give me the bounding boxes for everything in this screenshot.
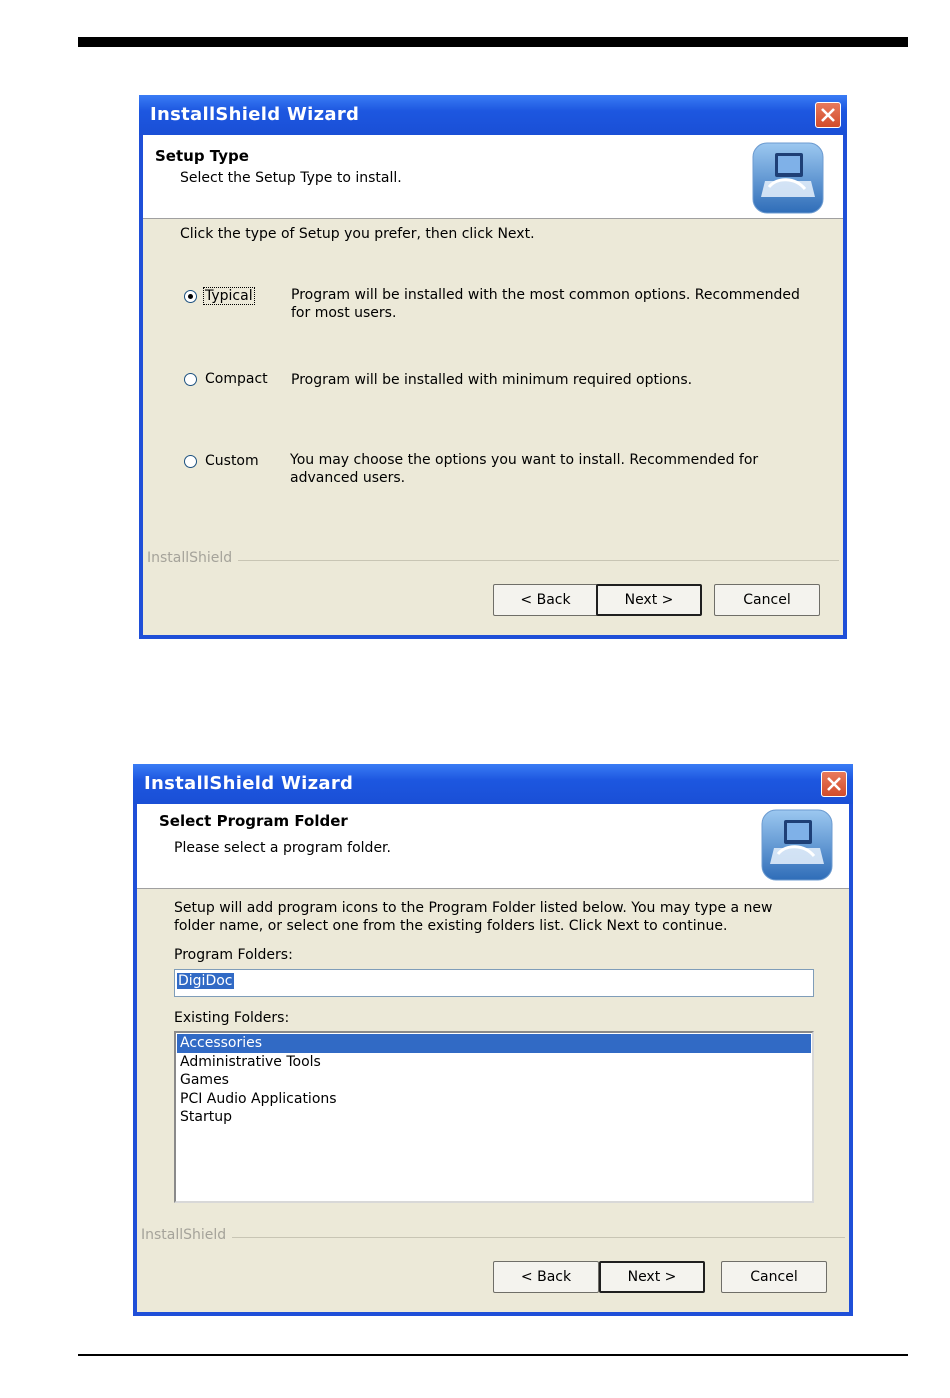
program-folder-input[interactable] xyxy=(174,969,814,997)
next-button[interactable]: Next > xyxy=(596,584,702,616)
custom-label[interactable]: Custom xyxy=(205,453,259,469)
list-item[interactable]: PCI Audio Applications xyxy=(180,1090,337,1107)
dialog-header xyxy=(137,804,849,889)
radio-custom[interactable] xyxy=(184,455,197,468)
list-item[interactable]: Startup xyxy=(180,1109,232,1125)
dialog-client xyxy=(137,804,849,1312)
select-program-folder-dialog xyxy=(133,764,853,1316)
cancel-button[interactable]: Cancel xyxy=(721,1261,827,1293)
page-title: Setup Type xyxy=(155,147,249,165)
existing-folders-label: Existing Folders: xyxy=(174,1010,290,1026)
installer-computer-icon xyxy=(751,141,825,215)
radio-typical[interactable] xyxy=(184,290,197,303)
program-folders-label: Program Folders: xyxy=(174,947,293,963)
title-bar[interactable] xyxy=(133,764,853,804)
folder-instruction: Setup will add program icons to the Program Folder listed below. You may type a new folder name, or select one from the existing folders list. Click Next to continue. xyxy=(174,900,773,934)
compact-description: Program will be installed with minimum required options. xyxy=(291,372,693,388)
page-bottom-rule xyxy=(78,1354,908,1356)
back-button[interactable]: < Back xyxy=(493,1261,599,1293)
close-icon xyxy=(820,107,836,123)
window-title: InstallShield Wizard xyxy=(150,104,360,125)
back-button[interactable]: < Back xyxy=(493,584,598,616)
brand-divider xyxy=(141,1237,845,1238)
typical-description: Program will be installed with the most common options. Recommended for most users. xyxy=(291,287,800,321)
window-title: InstallShield Wizard xyxy=(144,773,354,794)
list-item[interactable]: Administrative Tools xyxy=(180,1053,321,1070)
custom-description: You may choose the options you want to install. Recommended for advanced users. xyxy=(290,452,759,486)
setup-type-dialog xyxy=(139,95,847,639)
dialog-header xyxy=(143,135,843,219)
list-item[interactable]: Accessories xyxy=(177,1034,811,1053)
page-top-rule xyxy=(78,37,908,47)
close-icon xyxy=(826,776,842,792)
installshield-brand: InstallShield xyxy=(141,1227,232,1243)
title-bar[interactable] xyxy=(139,95,847,135)
existing-folders-list[interactable] xyxy=(174,1031,814,1203)
list-item[interactable]: Games xyxy=(180,1072,229,1088)
installshield-brand: InstallShield xyxy=(147,550,238,566)
setup-instruction: Click the type of Setup you prefer, then click Next. xyxy=(180,226,535,242)
typical-label[interactable]: Typical xyxy=(205,288,253,304)
page-title: Select Program Folder xyxy=(159,812,348,830)
close-button[interactable] xyxy=(815,102,841,128)
brand-divider xyxy=(147,560,839,561)
page-subtitle: Please select a program folder. xyxy=(174,840,391,856)
close-button[interactable] xyxy=(821,771,847,797)
program-folder-value: DigiDoc xyxy=(178,973,233,989)
dialog-client xyxy=(143,135,843,635)
radio-compact[interactable] xyxy=(184,373,197,386)
radio-selected-dot xyxy=(188,294,193,299)
cancel-button[interactable]: Cancel xyxy=(714,584,820,616)
installer-computer-icon xyxy=(760,808,834,882)
page-subtitle: Select the Setup Type to install. xyxy=(180,170,402,186)
compact-label[interactable]: Compact xyxy=(205,371,268,387)
next-button[interactable]: Next > xyxy=(599,1261,705,1293)
